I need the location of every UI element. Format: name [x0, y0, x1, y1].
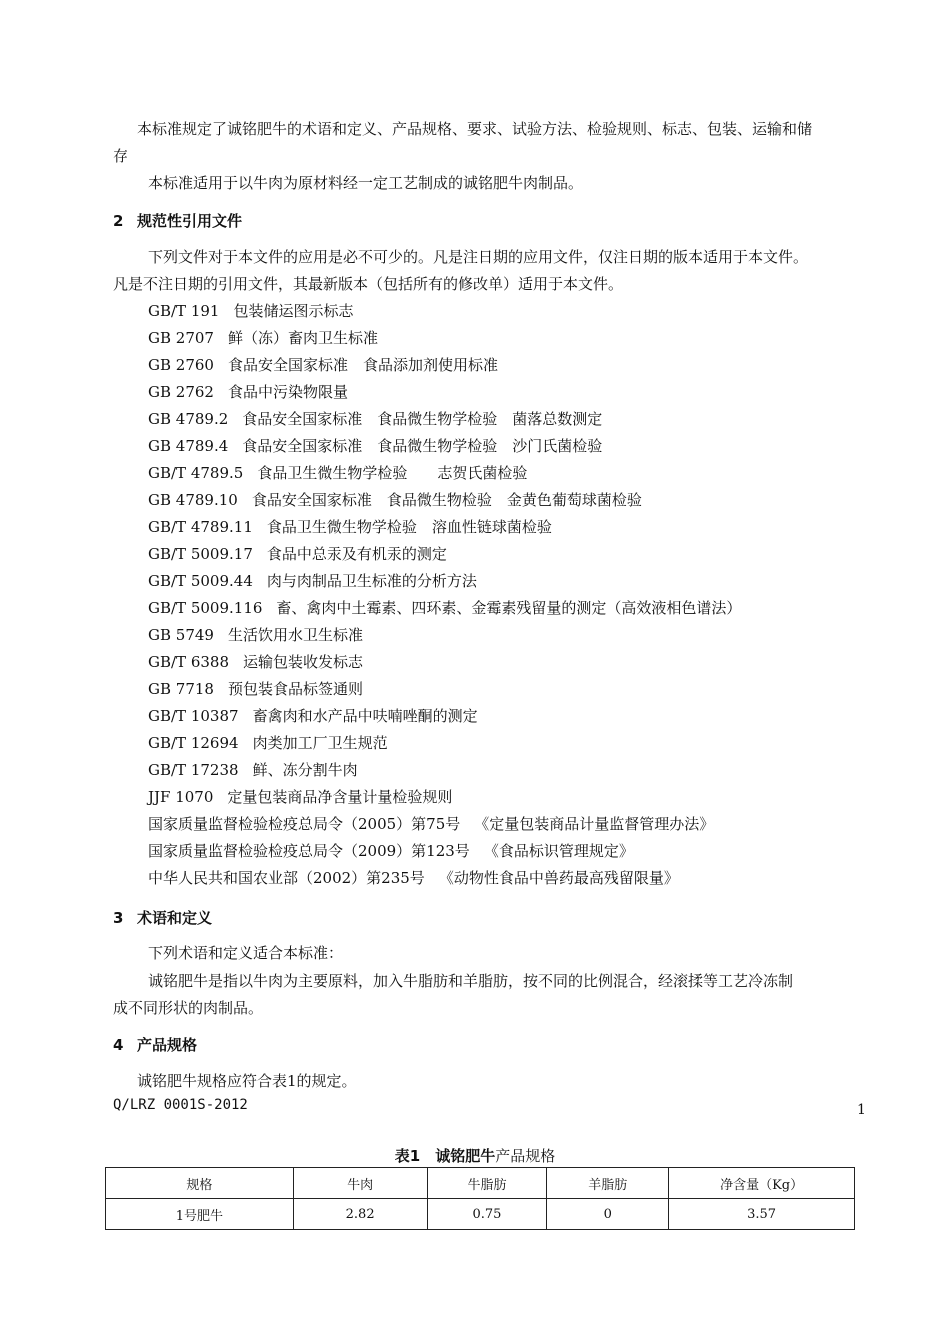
section-title: 术语和定义 [137, 909, 213, 927]
reference-code: GB 4789.10 [148, 491, 238, 509]
scope-paragraph-applicability: 本标准适用于以牛肉为原材料经一定工艺制成的诚铭肥牛肉制品。 [148, 174, 584, 192]
reference-title: 食品安全国家标准 食品添加剂使用标准 [227, 356, 498, 374]
table-cell: 2.82 [293, 1199, 427, 1230]
reference-code: GB 4789.2 [148, 410, 229, 428]
terms-definition-line2: 成不同形状的肉制品。 [113, 999, 264, 1017]
reference-code: GB/T 12694 [148, 734, 239, 752]
table-cell: 0 [547, 1199, 669, 1230]
reference-item [148, 842, 634, 860]
reference-code: GB/T 5009.116 [148, 599, 263, 617]
section-heading-terms [113, 909, 212, 927]
reference-title: 鲜、冻分割牛肉 [252, 761, 358, 779]
page-number: 1 [857, 1102, 866, 1118]
scope-paragraph-line2: 存 [113, 147, 129, 165]
reference-item [148, 815, 714, 833]
reference-item [148, 626, 363, 644]
section-number: 2 [113, 212, 124, 230]
reference-item [148, 518, 552, 536]
reference-item [148, 545, 447, 563]
section-heading-normative-references [113, 212, 242, 230]
header-cell: 羊脂肪 [547, 1168, 669, 1199]
references-intro-line2: 凡是不注日期的引用文件，其最新版本（包括所有的修改单）适用于本文件。 [113, 275, 624, 293]
reference-item [148, 491, 642, 509]
reference-item [148, 383, 348, 401]
reference-title: 食品中污染物限量 [227, 383, 348, 401]
table-cell: 1号肥牛 [106, 1199, 294, 1230]
section-heading-product-spec [113, 1036, 197, 1054]
reference-code: GB/T 4789.5 [148, 464, 244, 482]
table-caption-label: 表1 诚铭肥牛 [394, 1147, 496, 1165]
section-title: 规范性引用文件 [137, 212, 243, 230]
reference-code: 中华人民共和国农业部（2002）第235号 [148, 869, 425, 887]
reference-code: GB/T 191 [148, 302, 220, 320]
reference-code: GB 5749 [148, 626, 214, 644]
reference-code: GB 2707 [148, 329, 214, 347]
reference-item [148, 707, 478, 725]
section-number: 3 [113, 909, 124, 927]
reference-item [148, 302, 353, 320]
reference-code: GB 7718 [148, 680, 214, 698]
reference-item [148, 599, 741, 617]
reference-title: 鲜（冻）畜肉卫生标准 [227, 329, 378, 347]
reference-title: 预包装食品标签通则 [227, 680, 363, 698]
reference-title: 肉类加工厂卫生规范 [252, 734, 388, 752]
reference-item [148, 356, 498, 374]
reference-code: GB 4789.4 [148, 437, 229, 455]
header-cell: 牛脂肪 [427, 1168, 547, 1199]
reference-item [148, 869, 679, 887]
scope-paragraph-line1: 本标准规定了诚铭肥牛的术语和定义、产品规格、要求、试验方法、检验规则、标志、包装、运输和储 [137, 120, 813, 138]
reference-code: 国家质量监督检验检疫总局令（2005）第75号 [148, 815, 461, 833]
header-cell: 净含量（Kg） [669, 1168, 855, 1199]
reference-code: GB/T 6388 [148, 653, 230, 671]
reference-title: 生活饮用水卫生标准 [227, 626, 363, 644]
reference-item [148, 437, 602, 455]
reference-item [148, 788, 452, 806]
reference-item [148, 410, 602, 428]
reference-title: 《动物性食品中兽药最高残留限量》 [438, 869, 679, 887]
table-header-row [106, 1168, 855, 1199]
reference-item [148, 761, 358, 779]
table-caption [0, 1145, 950, 1166]
header-cell: 规格 [106, 1168, 294, 1199]
section-number: 4 [113, 1036, 124, 1054]
reference-code: JJF 1070 [148, 788, 214, 806]
reference-title: 食品安全国家标准 食品微生物检验 金黄色葡萄球菌检验 [251, 491, 642, 509]
reference-title: 食品安全国家标准 食品微生物学检验 沙门氏菌检验 [242, 437, 603, 455]
reference-title: 《定量包装商品计量监督管理办法》 [474, 815, 715, 833]
product-spec-intro: 诚铭肥牛规格应符合表1的规定。 [137, 1072, 357, 1090]
reference-title: 肉与肉制品卫生标准的分析方法 [266, 572, 477, 590]
references-intro-line1: 下列文件对于本文件的应用是必不可少的。凡是注日期的应用文件，仅注日期的版本适用于本文件。 [148, 248, 809, 266]
reference-title: 食品中总汞及有机汞的测定 [266, 545, 447, 563]
reference-title: 食品卫生微生物学检验 志贺氏菌检验 [257, 464, 528, 482]
reference-item [148, 653, 363, 671]
product-spec-table [105, 1167, 855, 1230]
reference-code: GB/T 17238 [148, 761, 239, 779]
table-cell: 0.75 [427, 1199, 547, 1230]
reference-title: 《食品标识管理规定》 [483, 842, 634, 860]
reference-code: GB 2760 [148, 356, 214, 374]
reference-title: 包装储运图示标志 [233, 302, 354, 320]
reference-item [148, 680, 363, 698]
reference-item [148, 734, 388, 752]
reference-title: 食品安全国家标准 食品微生物学检验 菌落总数测定 [242, 410, 603, 428]
table-cell: 3.57 [669, 1199, 855, 1230]
terms-definition-line1: 诚铭肥牛是指以牛肉为主要原料，加入牛脂肪和羊脂肪，按不同的比例混合，经滚揉等工艺冷冻制 [148, 972, 794, 990]
terms-intro: 下列术语和定义适合本标准： [148, 944, 344, 962]
table-caption-rest: 产品规格 [495, 1147, 556, 1165]
reference-code: GB 2762 [148, 383, 214, 401]
table-row [106, 1199, 855, 1230]
reference-item [148, 464, 527, 482]
reference-title: 定量包装商品净含量计量检验规则 [227, 788, 453, 806]
reference-code: GB/T 5009.44 [148, 572, 253, 590]
reference-title: 食品卫生微生物学检验 溶血性链球菌检验 [266, 518, 552, 536]
reference-code: GB/T 5009.17 [148, 545, 253, 563]
reference-item [148, 572, 477, 590]
reference-code: GB/T 10387 [148, 707, 239, 725]
reference-code: GB/T 4789.11 [148, 518, 253, 536]
section-title: 产品规格 [137, 1036, 198, 1054]
standard-code: Q/LRZ 0001S-2012 [113, 1097, 248, 1113]
reference-code: 国家质量监督检验检疫总局令（2009）第123号 [148, 842, 470, 860]
header-cell: 牛肉 [293, 1168, 427, 1199]
reference-title: 运输包装收发标志 [243, 653, 364, 671]
reference-title: 畜、禽肉中土霉素、四环素、金霉素残留量的测定（高效液相色谱法） [276, 599, 742, 617]
reference-title: 畜禽肉和水产品中呋喃唑酮的测定 [252, 707, 478, 725]
reference-item [148, 329, 378, 347]
